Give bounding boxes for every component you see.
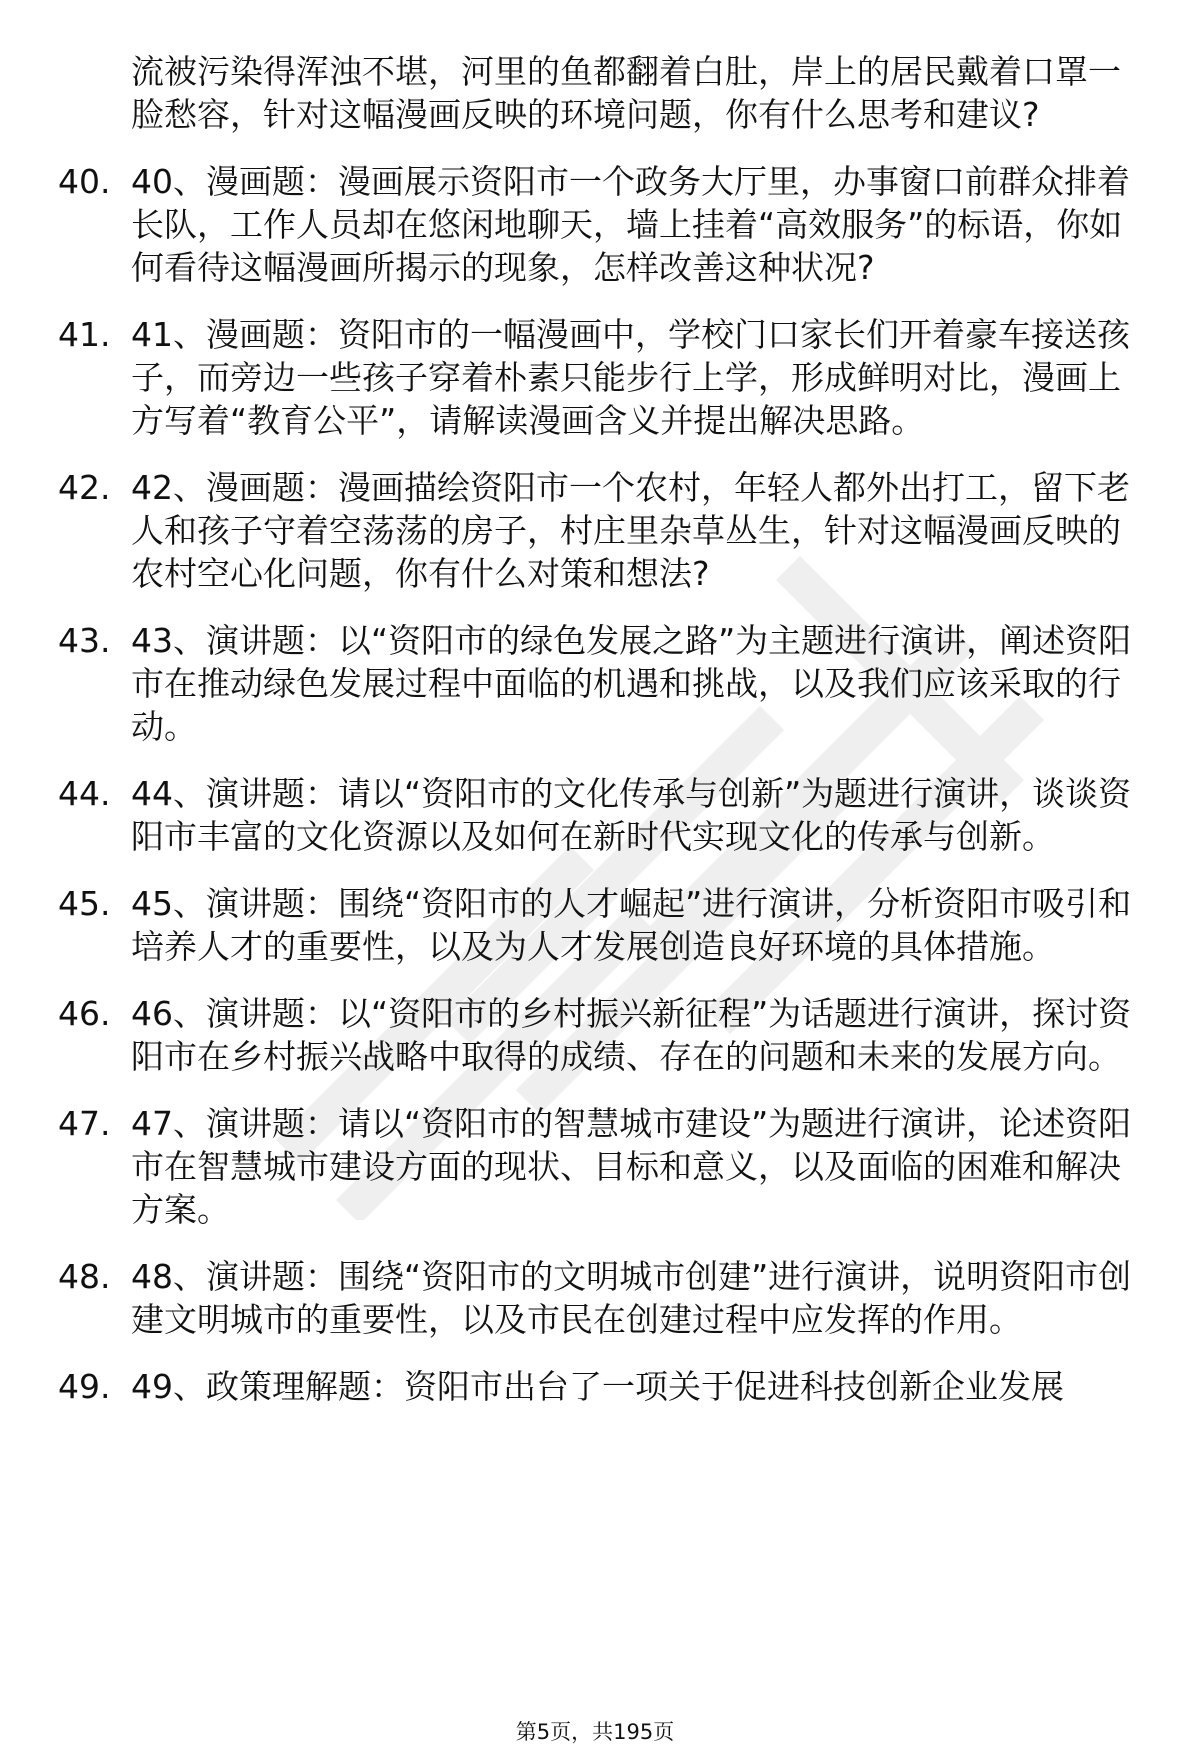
list-item bbox=[0, 619, 1190, 748]
list-item bbox=[0, 882, 1190, 968]
item-text: 49、政策理解题：资阳市出台了一项关于促进科技创新企业发展 bbox=[131, 1367, 1064, 1406]
item-text: 流被污染得浑浊不堪，河里的鱼都翻着白肚，岸上的居民戴着口罩一脸愁容，针对这幅漫画反映的环境问题，你有什么思考和建议? bbox=[131, 52, 1121, 134]
list-item bbox=[0, 1365, 1190, 1408]
item-text: 48、演讲题：围绕“资阳市的文明城市创建”进行演讲，说明资阳市创建文明城市的重要性，以及市民在创建过程中应发挥的作用。 bbox=[131, 1257, 1132, 1339]
item-text: 45、演讲题：围绕“资阳市的人才崛起”进行演讲，分析资阳市吸引和培养人才的重要性，以及为人才发展创造良好环境的具体措施。 bbox=[131, 884, 1132, 966]
item-number: 41. bbox=[58, 315, 111, 354]
list-item bbox=[0, 313, 1190, 442]
list-item bbox=[0, 50, 1190, 136]
item-number: 46. bbox=[58, 994, 111, 1033]
item-number: 42. bbox=[58, 468, 111, 507]
item-text: 41、漫画题：资阳市的一幅漫画中，学校门口家长们开着豪车接送孩子，而旁边一些孩子穿着朴素只能步行上学，形成鲜明对比，漫画上方写着“教育公平”，请解读漫画含义并提出解决思路。 bbox=[131, 315, 1130, 440]
item-number: 49. bbox=[58, 1367, 111, 1406]
item-text: 43、演讲题：以“资阳市的绿色发展之路”为主题进行演讲，阐述资阳市在推动绿色发展过程中面临的机遇和挑战，以及我们应该采取的行动。 bbox=[131, 621, 1132, 746]
item-text: 42、漫画题：漫画描绘资阳市一个农村，年轻人都外出打工，留下老人和孩子守着空荡荡的房子，村庄里杂草丛生，针对这幅漫画反映的农村空心化问题，你有什么对策和想法? bbox=[131, 468, 1130, 593]
item-number: 40. bbox=[58, 162, 111, 201]
list-item bbox=[0, 160, 1190, 289]
question-list bbox=[0, 50, 1190, 1432]
item-text: 46、演讲题：以“资阳市的乡村振兴新征程”为话题进行演讲，探讨资阳市在乡村振兴战略中取得的成绩、存在的问题和未来的发展方向。 bbox=[131, 994, 1132, 1076]
item-text: 47、演讲题：请以“资阳市的智慧城市建设”为题进行演讲，论述资阳市在智慧城市建设方面的现状、目标和意义，以及面临的困难和解决方案。 bbox=[131, 1104, 1132, 1229]
item-number: 45. bbox=[58, 884, 111, 923]
item-text: 40、漫画题：漫画展示资阳市一个政务大厅里，办事窗口前群众排着长队，工作人员却在悠闲地聊天，墙上挂着“高效服务”的标语，你如何看待这幅漫画所揭示的现象，怎样改善这种状况? bbox=[131, 162, 1130, 287]
item-number: 44. bbox=[58, 774, 111, 813]
list-item bbox=[0, 772, 1190, 858]
item-text: 44、演讲题：请以“资阳市的文化传承与创新”为题进行演讲，谈谈资阳市丰富的文化资源以及如何在新时代实现文化的传承与创新。 bbox=[131, 774, 1132, 856]
list-item bbox=[0, 466, 1190, 595]
item-number: 48. bbox=[58, 1257, 111, 1296]
item-number: 43. bbox=[58, 621, 111, 660]
item-number: 47. bbox=[58, 1104, 111, 1143]
list-item bbox=[0, 1255, 1190, 1341]
page-number: 第5页，共195页 bbox=[515, 1720, 675, 1744]
list-item bbox=[0, 1102, 1190, 1231]
list-item bbox=[0, 992, 1190, 1078]
